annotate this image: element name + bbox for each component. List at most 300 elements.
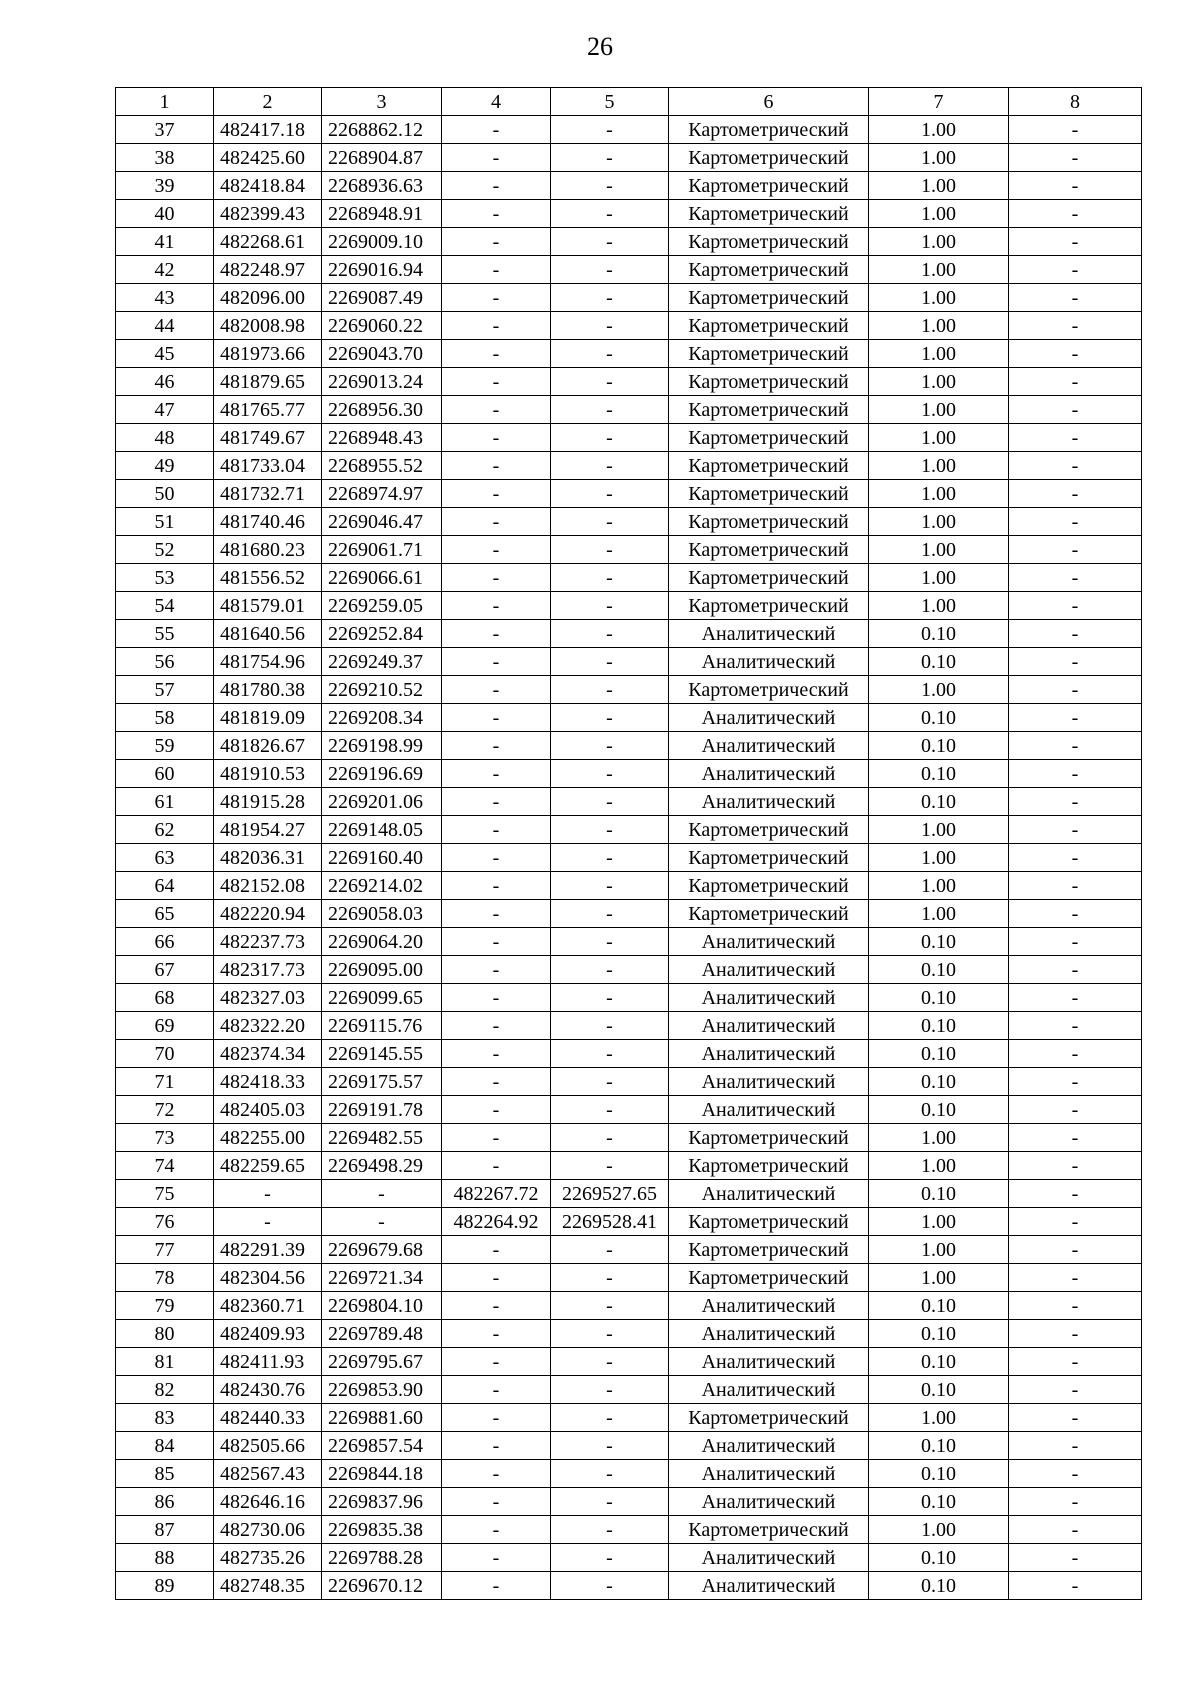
table-row: [116, 312, 1142, 340]
point-number-cell: 46: [116, 368, 214, 396]
accuracy-cell: 1.00: [869, 144, 1009, 172]
y-new-cell: -: [551, 1236, 669, 1264]
point-number-cell: 64: [116, 872, 214, 900]
y-coordinate-cell: 2269252.84: [322, 620, 442, 648]
point-number-cell: 59: [116, 732, 214, 760]
method-cell: Картометрический: [669, 564, 869, 592]
accuracy-cell: 0.10: [869, 1012, 1009, 1040]
point-number-cell: 67: [116, 956, 214, 984]
y-new-cell: -: [551, 396, 669, 424]
x-new-cell: -: [442, 1404, 551, 1432]
description-cell: -: [1009, 508, 1142, 536]
method-cell: Картометрический: [669, 452, 869, 480]
y-coordinate-cell: 2269016.94: [322, 256, 442, 284]
y-new-cell: -: [551, 620, 669, 648]
coordinates-table: [115, 87, 1142, 1600]
table-row: [116, 368, 1142, 396]
point-number-cell: 52: [116, 536, 214, 564]
y-new-cell: -: [551, 200, 669, 228]
accuracy-cell: 0.10: [869, 1180, 1009, 1208]
x-coordinate-cell: 482411.93: [214, 1348, 322, 1376]
point-number-cell: 80: [116, 1320, 214, 1348]
method-cell: Аналитический: [669, 1180, 869, 1208]
y-new-cell: -: [551, 1376, 669, 1404]
x-new-cell: -: [442, 928, 551, 956]
method-cell: Картометрический: [669, 228, 869, 256]
x-coordinate-cell: 482096.00: [214, 284, 322, 312]
x-new-cell: -: [442, 284, 551, 312]
y-coordinate-cell: 2269201.06: [322, 788, 442, 816]
description-cell: -: [1009, 1460, 1142, 1488]
y-new-cell: -: [551, 1012, 669, 1040]
description-cell: -: [1009, 984, 1142, 1012]
x-new-cell: -: [442, 1376, 551, 1404]
accuracy-cell: 0.10: [869, 1320, 1009, 1348]
point-number-cell: 45: [116, 340, 214, 368]
table-body: [116, 116, 1142, 1600]
y-coordinate-cell: 2269095.00: [322, 956, 442, 984]
description-cell: -: [1009, 1404, 1142, 1432]
point-number-cell: 37: [116, 116, 214, 144]
y-new-cell: -: [551, 116, 669, 144]
accuracy-cell: 0.10: [869, 1488, 1009, 1516]
table-row: [116, 620, 1142, 648]
x-coordinate-cell: 481754.96: [214, 648, 322, 676]
y-new-cell: -: [551, 956, 669, 984]
method-cell: Аналитический: [669, 620, 869, 648]
y-new-cell: -: [551, 676, 669, 704]
description-cell: -: [1009, 1152, 1142, 1180]
description-cell: -: [1009, 1320, 1142, 1348]
point-number-cell: 65: [116, 900, 214, 928]
description-cell: -: [1009, 368, 1142, 396]
description-cell: -: [1009, 1124, 1142, 1152]
accuracy-cell: 1.00: [869, 1516, 1009, 1544]
x-new-cell: -: [442, 1096, 551, 1124]
x-new-cell: -: [442, 340, 551, 368]
point-number-cell: 75: [116, 1180, 214, 1208]
point-number-cell: 47: [116, 396, 214, 424]
method-cell: Аналитический: [669, 788, 869, 816]
y-new-cell: -: [551, 1544, 669, 1572]
accuracy-cell: 1.00: [869, 312, 1009, 340]
method-cell: Аналитический: [669, 760, 869, 788]
description-cell: -: [1009, 816, 1142, 844]
y-coordinate-cell: 2269066.61: [322, 564, 442, 592]
table-row: [116, 1292, 1142, 1320]
y-coordinate-cell: 2269795.67: [322, 1348, 442, 1376]
x-new-cell: -: [442, 116, 551, 144]
description-cell: -: [1009, 900, 1142, 928]
table-row: [116, 956, 1142, 984]
table-row: [116, 536, 1142, 564]
page-number: 26: [587, 32, 613, 61]
accuracy-cell: 1.00: [869, 508, 1009, 536]
method-cell: Картометрический: [669, 816, 869, 844]
table-row: [116, 1152, 1142, 1180]
y-new-cell: -: [551, 648, 669, 676]
description-cell: -: [1009, 144, 1142, 172]
y-new-cell: -: [551, 592, 669, 620]
y-coordinate-cell: 2269013.24: [322, 368, 442, 396]
description-cell: -: [1009, 228, 1142, 256]
y-coordinate-cell: 2269857.54: [322, 1432, 442, 1460]
y-coordinate-cell: 2269670.12: [322, 1572, 442, 1600]
table-row: [116, 928, 1142, 956]
y-new-cell: -: [551, 1068, 669, 1096]
y-new-cell: -: [551, 508, 669, 536]
y-coordinate-cell: 2268948.43: [322, 424, 442, 452]
y-coordinate-cell: 2269835.38: [322, 1516, 442, 1544]
x-new-cell: -: [442, 564, 551, 592]
point-number-cell: 70: [116, 1040, 214, 1068]
table-row: [116, 1320, 1142, 1348]
table-row: [116, 1124, 1142, 1152]
x-new-cell: -: [442, 144, 551, 172]
y-coordinate-cell: 2269259.05: [322, 592, 442, 620]
accuracy-cell: 0.10: [869, 984, 1009, 1012]
x-coordinate-cell: 481819.09: [214, 704, 322, 732]
y-coordinate-cell: 2269191.78: [322, 1096, 442, 1124]
accuracy-cell: 0.10: [869, 1572, 1009, 1600]
point-number-cell: 87: [116, 1516, 214, 1544]
x-new-cell: -: [442, 732, 551, 760]
accuracy-cell: 1.00: [869, 256, 1009, 284]
table-row: [116, 424, 1142, 452]
y-new-cell: -: [551, 1488, 669, 1516]
description-cell: -: [1009, 1236, 1142, 1264]
x-new-cell: -: [442, 200, 551, 228]
point-number-cell: 76: [116, 1208, 214, 1236]
y-new-cell: -: [551, 872, 669, 900]
y-coordinate-cell: 2269196.69: [322, 760, 442, 788]
description-cell: -: [1009, 872, 1142, 900]
y-new-cell: -: [551, 788, 669, 816]
method-cell: Аналитический: [669, 956, 869, 984]
table-row: [116, 1068, 1142, 1096]
y-coordinate-cell: 2269214.02: [322, 872, 442, 900]
y-coordinate-cell: 2268948.91: [322, 200, 442, 228]
point-number-cell: 82: [116, 1376, 214, 1404]
method-cell: Картометрический: [669, 340, 869, 368]
point-number-cell: 57: [116, 676, 214, 704]
y-coordinate-cell: 2269482.55: [322, 1124, 442, 1152]
method-cell: Картометрический: [669, 900, 869, 928]
table-row: [116, 760, 1142, 788]
x-new-cell: -: [442, 508, 551, 536]
method-cell: Аналитический: [669, 928, 869, 956]
x-coordinate-cell: 481765.77: [214, 396, 322, 424]
y-coordinate-cell: 2269804.10: [322, 1292, 442, 1320]
x-new-cell: -: [442, 312, 551, 340]
method-cell: Картометрический: [669, 480, 869, 508]
x-coordinate-cell: 482327.03: [214, 984, 322, 1012]
y-new-cell: -: [551, 900, 669, 928]
column-header: 7: [869, 88, 1009, 116]
point-number-cell: 79: [116, 1292, 214, 1320]
table-row: [116, 592, 1142, 620]
x-new-cell: -: [442, 872, 551, 900]
accuracy-cell: 1.00: [869, 424, 1009, 452]
accuracy-cell: 0.10: [869, 788, 1009, 816]
point-number-cell: 56: [116, 648, 214, 676]
y-coordinate-cell: 2269788.28: [322, 1544, 442, 1572]
x-new-cell: -: [442, 1292, 551, 1320]
x-coordinate-cell: 481879.65: [214, 368, 322, 396]
table-row: [116, 1460, 1142, 1488]
x-new-cell: -: [442, 1124, 551, 1152]
table-row: [116, 508, 1142, 536]
accuracy-cell: 1.00: [869, 200, 1009, 228]
y-coordinate-cell: 2269679.68: [322, 1236, 442, 1264]
point-number-cell: 74: [116, 1152, 214, 1180]
point-number-cell: 73: [116, 1124, 214, 1152]
x-coordinate-cell: 481910.53: [214, 760, 322, 788]
x-coordinate-cell: 482409.93: [214, 1320, 322, 1348]
y-coordinate-cell: 2268936.63: [322, 172, 442, 200]
accuracy-cell: 1.00: [869, 1124, 1009, 1152]
description-cell: -: [1009, 620, 1142, 648]
x-coordinate-cell: 482735.26: [214, 1544, 322, 1572]
method-cell: Картометрический: [669, 676, 869, 704]
description-cell: -: [1009, 1208, 1142, 1236]
x-new-cell: -: [442, 620, 551, 648]
x-new-cell: -: [442, 1544, 551, 1572]
x-new-cell: -: [442, 704, 551, 732]
table-row: [116, 676, 1142, 704]
table-row: [116, 1236, 1142, 1264]
accuracy-cell: 0.10: [869, 956, 1009, 984]
point-number-cell: 69: [116, 1012, 214, 1040]
x-new-cell: -: [442, 1460, 551, 1488]
description-cell: -: [1009, 116, 1142, 144]
method-cell: Картометрический: [669, 1124, 869, 1152]
x-coordinate-cell: 482255.00: [214, 1124, 322, 1152]
x-coordinate-cell: 482430.76: [214, 1376, 322, 1404]
method-cell: Аналитический: [669, 1572, 869, 1600]
description-cell: -: [1009, 340, 1142, 368]
description-cell: -: [1009, 956, 1142, 984]
x-new-cell: -: [442, 368, 551, 396]
x-new-cell: -: [442, 956, 551, 984]
y-coordinate-cell: 2269498.29: [322, 1152, 442, 1180]
x-coordinate-cell: 482405.03: [214, 1096, 322, 1124]
y-new-cell: -: [551, 1292, 669, 1320]
table-row: [116, 1572, 1142, 1600]
x-new-cell: -: [442, 844, 551, 872]
x-new-cell: -: [442, 1152, 551, 1180]
x-coordinate-cell: 482748.35: [214, 1572, 322, 1600]
y-coordinate-cell: 2269061.71: [322, 536, 442, 564]
accuracy-cell: 1.00: [869, 592, 1009, 620]
y-new-cell: -: [551, 1432, 669, 1460]
x-coordinate-cell: 482237.73: [214, 928, 322, 956]
y-new-cell: -: [551, 1124, 669, 1152]
accuracy-cell: 1.00: [869, 536, 1009, 564]
point-number-cell: 86: [116, 1488, 214, 1516]
table-row: [116, 1012, 1142, 1040]
y-coordinate-cell: 2269145.55: [322, 1040, 442, 1068]
y-coordinate-cell: 2269160.40: [322, 844, 442, 872]
point-number-cell: 49: [116, 452, 214, 480]
point-number-cell: 60: [116, 760, 214, 788]
x-new-cell: -: [442, 760, 551, 788]
x-coordinate-cell: 482418.33: [214, 1068, 322, 1096]
column-header: 8: [1009, 88, 1142, 116]
y-new-cell: -: [551, 480, 669, 508]
x-new-cell: 482267.72: [442, 1180, 551, 1208]
table-row: [116, 1264, 1142, 1292]
point-number-cell: 62: [116, 816, 214, 844]
method-cell: Аналитический: [669, 648, 869, 676]
accuracy-cell: 0.10: [869, 928, 1009, 956]
table-row: [116, 732, 1142, 760]
description-cell: -: [1009, 1432, 1142, 1460]
table-row: [116, 1096, 1142, 1124]
accuracy-cell: 1.00: [869, 1152, 1009, 1180]
y-coordinate-cell: 2269789.48: [322, 1320, 442, 1348]
method-cell: Картометрический: [669, 844, 869, 872]
table-row: [116, 480, 1142, 508]
x-coordinate-cell: 481732.71: [214, 480, 322, 508]
description-cell: -: [1009, 1096, 1142, 1124]
table-row: [116, 816, 1142, 844]
x-coordinate-cell: 481733.04: [214, 452, 322, 480]
description-cell: -: [1009, 648, 1142, 676]
x-new-cell: -: [442, 480, 551, 508]
y-coordinate-cell: 2268862.12: [322, 116, 442, 144]
method-cell: Картометрический: [669, 536, 869, 564]
method-cell: Аналитический: [669, 1460, 869, 1488]
accuracy-cell: 1.00: [869, 816, 1009, 844]
table-row: [116, 340, 1142, 368]
point-number-cell: 83: [116, 1404, 214, 1432]
description-cell: -: [1009, 424, 1142, 452]
x-coordinate-cell: 482399.43: [214, 200, 322, 228]
description-cell: -: [1009, 1180, 1142, 1208]
y-coordinate-cell: 2269064.20: [322, 928, 442, 956]
x-coordinate-cell: 482291.39: [214, 1236, 322, 1264]
description-cell: -: [1009, 1068, 1142, 1096]
method-cell: Картометрический: [669, 1264, 869, 1292]
y-coordinate-cell: 2268955.52: [322, 452, 442, 480]
y-coordinate-cell: 2269148.05: [322, 816, 442, 844]
y-coordinate-cell: 2268904.87: [322, 144, 442, 172]
method-cell: Картометрический: [669, 1404, 869, 1432]
accuracy-cell: 1.00: [869, 1404, 1009, 1432]
description-cell: -: [1009, 1572, 1142, 1600]
x-coordinate-cell: 482425.60: [214, 144, 322, 172]
y-coordinate-cell: 2269115.76: [322, 1012, 442, 1040]
x-new-cell: -: [442, 1068, 551, 1096]
x-coordinate-cell: 481740.46: [214, 508, 322, 536]
description-cell: -: [1009, 284, 1142, 312]
y-coordinate-cell: -: [322, 1208, 442, 1236]
y-new-cell: -: [551, 424, 669, 452]
point-number-cell: 48: [116, 424, 214, 452]
point-number-cell: 63: [116, 844, 214, 872]
y-coordinate-cell: 2269058.03: [322, 900, 442, 928]
table-row: [116, 396, 1142, 424]
x-new-cell: -: [442, 648, 551, 676]
y-new-cell: -: [551, 172, 669, 200]
y-coordinate-cell: 2269844.18: [322, 1460, 442, 1488]
description-cell: -: [1009, 1516, 1142, 1544]
point-number-cell: 78: [116, 1264, 214, 1292]
point-number-cell: 41: [116, 228, 214, 256]
y-new-cell: -: [551, 228, 669, 256]
x-new-cell: -: [442, 900, 551, 928]
point-number-cell: 81: [116, 1348, 214, 1376]
method-cell: Аналитический: [669, 704, 869, 732]
method-cell: Аналитический: [669, 1432, 869, 1460]
x-coordinate-cell: 482268.61: [214, 228, 322, 256]
description-cell: -: [1009, 452, 1142, 480]
x-new-cell: -: [442, 424, 551, 452]
column-header: 4: [442, 88, 551, 116]
method-cell: Аналитический: [669, 732, 869, 760]
x-new-cell: -: [442, 228, 551, 256]
x-coordinate-cell: 482220.94: [214, 900, 322, 928]
y-coordinate-cell: 2269208.34: [322, 704, 442, 732]
accuracy-cell: 1.00: [869, 452, 1009, 480]
point-number-cell: 51: [116, 508, 214, 536]
x-new-cell: -: [442, 1516, 551, 1544]
method-cell: Картометрический: [669, 172, 869, 200]
y-new-cell: -: [551, 760, 669, 788]
y-new-cell: -: [551, 452, 669, 480]
point-number-cell: 85: [116, 1460, 214, 1488]
y-coordinate-cell: 2269087.49: [322, 284, 442, 312]
method-cell: Аналитический: [669, 1096, 869, 1124]
accuracy-cell: 1.00: [869, 368, 1009, 396]
x-coordinate-cell: -: [214, 1180, 322, 1208]
table-row: [116, 1488, 1142, 1516]
y-new-cell: -: [551, 1096, 669, 1124]
method-cell: Аналитический: [669, 1292, 869, 1320]
accuracy-cell: 1.00: [869, 676, 1009, 704]
accuracy-cell: 1.00: [869, 1208, 1009, 1236]
y-new-cell: -: [551, 732, 669, 760]
point-number-cell: 54: [116, 592, 214, 620]
y-new-cell: -: [551, 256, 669, 284]
y-new-cell: -: [551, 984, 669, 1012]
y-new-cell: 2269527.65: [551, 1180, 669, 1208]
x-coordinate-cell: 482730.06: [214, 1516, 322, 1544]
y-new-cell: -: [551, 816, 669, 844]
x-new-cell: -: [442, 1236, 551, 1264]
method-cell: Картометрический: [669, 1152, 869, 1180]
method-cell: Картометрический: [669, 368, 869, 396]
point-number-cell: 68: [116, 984, 214, 1012]
accuracy-cell: 0.10: [869, 1432, 1009, 1460]
point-number-cell: 50: [116, 480, 214, 508]
description-cell: -: [1009, 1264, 1142, 1292]
table-row: [116, 984, 1142, 1012]
x-new-cell: -: [442, 676, 551, 704]
description-cell: -: [1009, 396, 1142, 424]
table-row: [116, 452, 1142, 480]
description-cell: -: [1009, 844, 1142, 872]
y-new-cell: -: [551, 1460, 669, 1488]
table-row: [116, 144, 1142, 172]
y-new-cell: -: [551, 536, 669, 564]
point-number-cell: 77: [116, 1236, 214, 1264]
x-new-cell: -: [442, 788, 551, 816]
table-row: [116, 284, 1142, 312]
description-cell: -: [1009, 256, 1142, 284]
x-coordinate-cell: 481780.38: [214, 676, 322, 704]
